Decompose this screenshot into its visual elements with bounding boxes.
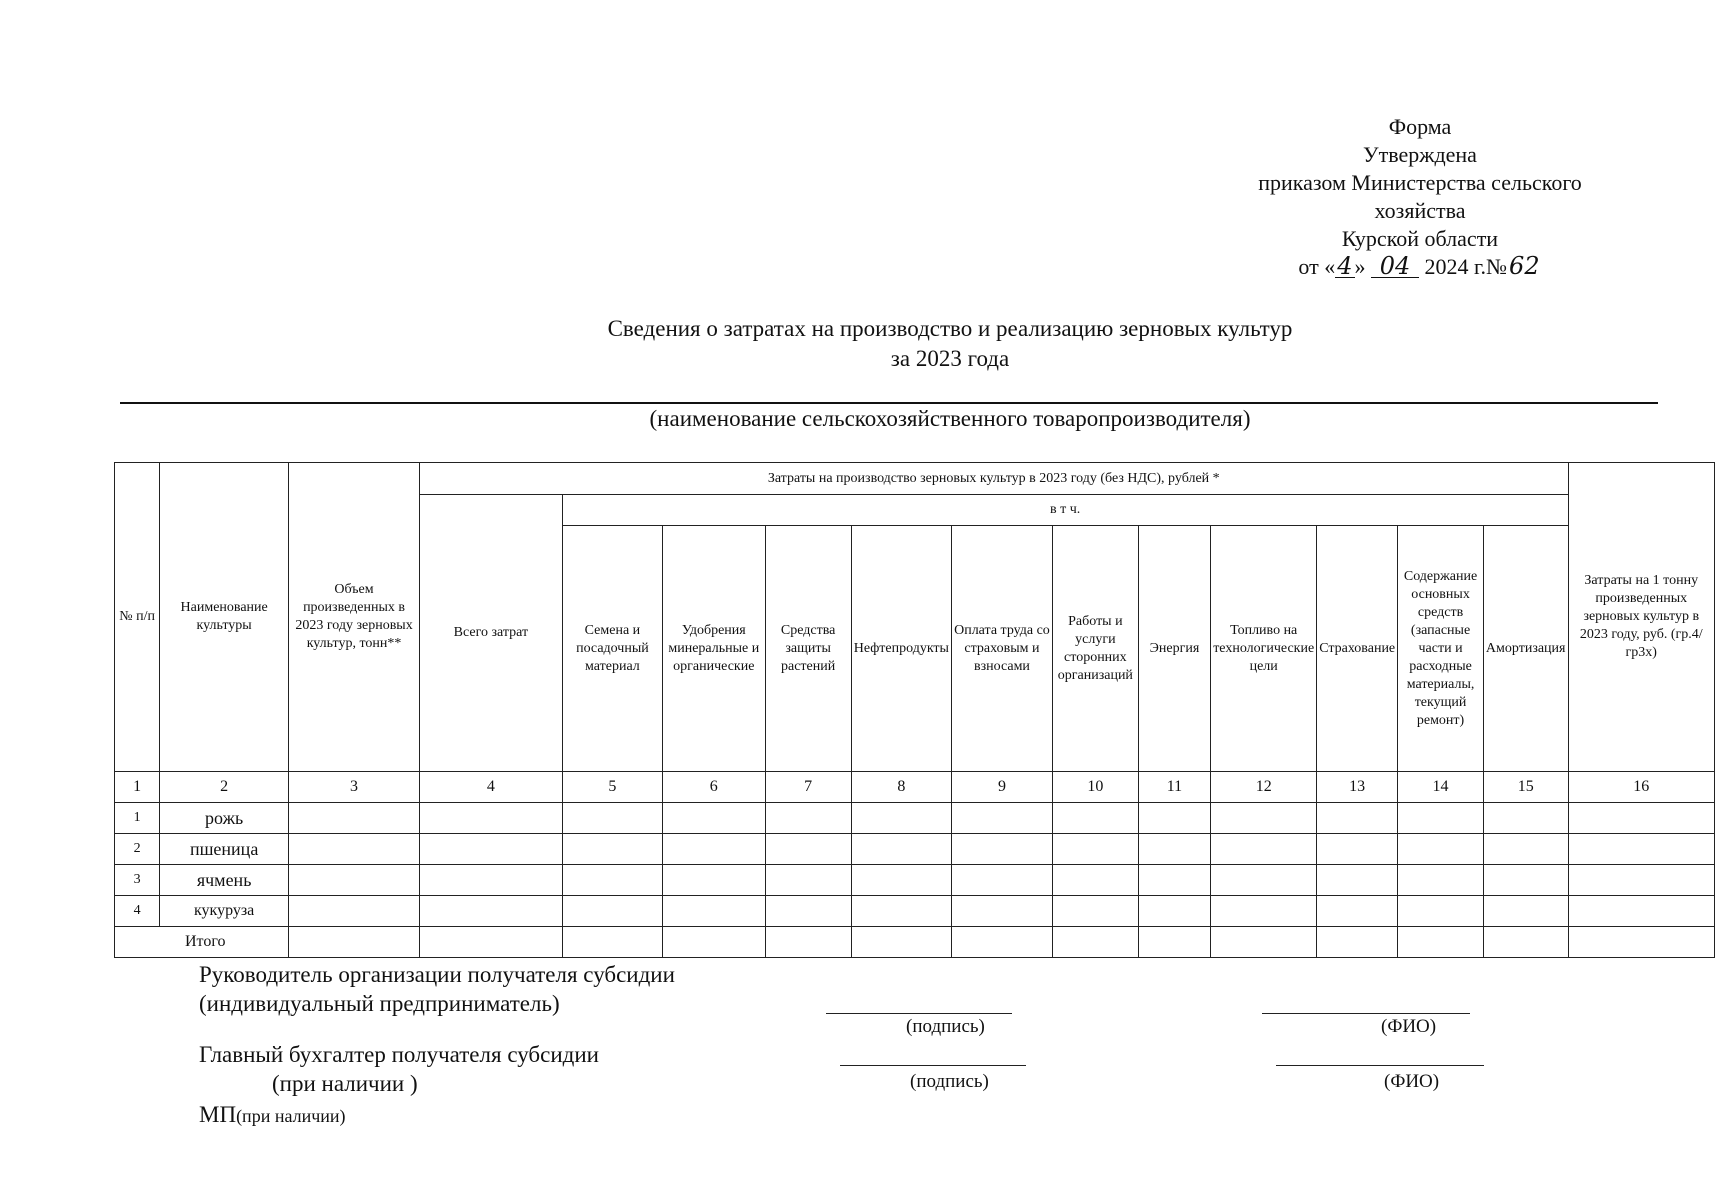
cell-input[interactable] xyxy=(562,834,662,865)
date-prefix: от « xyxy=(1298,254,1336,279)
cell-input[interactable] xyxy=(1052,896,1138,927)
cell-input[interactable] xyxy=(289,865,420,896)
form-label: Форма xyxy=(1388,114,1452,139)
col-number: 16 xyxy=(1568,772,1715,803)
handwritten-month: 04 xyxy=(1371,255,1419,278)
cell-input[interactable] xyxy=(1398,803,1484,834)
cell-input[interactable] xyxy=(1398,834,1484,865)
col-number: 1 xyxy=(115,772,160,803)
header-labor: Оплата труда со страховым и взносами xyxy=(951,526,1052,772)
cell-input[interactable] xyxy=(419,927,562,958)
title-line-2: за 2023 года xyxy=(890,346,1010,371)
header-depreciation: Амортизация xyxy=(1483,526,1568,772)
cell-input[interactable] xyxy=(951,834,1052,865)
col-number: 10 xyxy=(1052,772,1138,803)
cell-input[interactable] xyxy=(1317,896,1398,927)
approval-block xyxy=(1240,113,1600,281)
cell-input[interactable] xyxy=(1052,865,1138,896)
row-number: 3 xyxy=(115,865,160,896)
document-title xyxy=(400,314,1500,374)
cell-input[interactable] xyxy=(1138,803,1210,834)
approval-date-line xyxy=(1240,253,1600,281)
mp-note: (при наличии) xyxy=(236,1106,346,1126)
cell-input[interactable] xyxy=(951,803,1052,834)
cell-input[interactable] xyxy=(289,896,420,927)
col-number: 2 xyxy=(160,772,289,803)
cell-input[interactable] xyxy=(1398,896,1484,927)
cell-input[interactable] xyxy=(1483,896,1568,927)
header-num: № п/п xyxy=(115,463,160,772)
table-row xyxy=(115,834,1715,865)
col-number: 3 xyxy=(289,772,420,803)
cell-input[interactable] xyxy=(1211,927,1317,958)
total-label: Итого xyxy=(115,927,289,958)
cell-input[interactable] xyxy=(1138,896,1210,927)
head-fio-line[interactable] xyxy=(1262,1013,1470,1014)
cell-input[interactable] xyxy=(951,865,1052,896)
accountant-label-line-2: (при наличии ) xyxy=(272,1071,418,1096)
header-per-ton: Затраты на 1 тонну произведенных зерновых культур в 2023 году, руб. (гр.4/гр3х) xyxy=(1568,463,1715,772)
header-including: в т ч. xyxy=(562,495,1568,526)
cell-input[interactable] xyxy=(951,896,1052,927)
accountant-fio-line[interactable] xyxy=(1276,1065,1484,1066)
cell-input[interactable] xyxy=(1211,803,1317,834)
head-label-line-1: Руководитель организации получателя субсидии xyxy=(199,962,675,987)
header-oil-products: Нефтепродукты xyxy=(851,526,951,772)
head-signature-caption: (подпись) xyxy=(906,1016,985,1037)
cell-input[interactable] xyxy=(1483,865,1568,896)
cell-input[interactable] xyxy=(1483,834,1568,865)
region-label: Курской области xyxy=(1341,226,1499,251)
cell-input[interactable] xyxy=(663,896,765,927)
producer-caption: (наименование сельскохозяйственного товаропроизводителя) xyxy=(649,406,1251,431)
cell-input[interactable] xyxy=(1317,834,1398,865)
cell-input[interactable] xyxy=(663,927,765,958)
cell-input[interactable] xyxy=(419,803,562,834)
cell-input[interactable] xyxy=(1568,896,1715,927)
cell-input[interactable] xyxy=(1317,803,1398,834)
row-number: 1 xyxy=(115,803,160,834)
row-number: 2 xyxy=(115,834,160,865)
cell-input[interactable] xyxy=(1398,865,1484,896)
col-number: 13 xyxy=(1317,772,1398,803)
col-number: 7 xyxy=(765,772,851,803)
cell-input[interactable] xyxy=(1483,803,1568,834)
header-total: Всего затрат xyxy=(419,495,562,772)
approved-by-order-cont: хозяйства xyxy=(1374,198,1466,223)
cell-input[interactable] xyxy=(419,865,562,896)
cell-input[interactable] xyxy=(1568,865,1715,896)
cell-input[interactable] xyxy=(562,865,662,896)
cell-input[interactable] xyxy=(1138,927,1210,958)
cell-input[interactable] xyxy=(1211,834,1317,865)
handwritten-day: 4 xyxy=(1337,252,1353,280)
cell-input[interactable] xyxy=(289,803,420,834)
col-number: 11 xyxy=(1138,772,1210,803)
header-maintenance: Содержание основных средств (запасные части и расходные материалы, текущий ремонт) xyxy=(1398,526,1484,772)
cell-input[interactable] xyxy=(1317,865,1398,896)
col-number: 8 xyxy=(851,772,951,803)
title-line-1: Сведения о затратах на производство и реализацию зерновых культур xyxy=(607,316,1293,341)
cell-input[interactable] xyxy=(1568,803,1715,834)
cell-input[interactable] xyxy=(419,834,562,865)
cell-input[interactable] xyxy=(663,803,765,834)
date-quote: » xyxy=(1354,254,1366,279)
cell-input[interactable] xyxy=(562,896,662,927)
date-year: 2024 г.№ xyxy=(1424,254,1508,279)
crop-name: кукуруза xyxy=(160,896,289,927)
crop-name: пшеница xyxy=(160,834,289,865)
col-number: 5 xyxy=(562,772,662,803)
cell-input[interactable] xyxy=(765,896,851,927)
approved-by-order: приказом Министерства сельского xyxy=(1258,170,1582,195)
row-number: 4 xyxy=(115,896,160,927)
header-energy: Энергия xyxy=(1138,526,1210,772)
cell-input[interactable] xyxy=(851,803,951,834)
cell-input[interactable] xyxy=(851,927,951,958)
col-number: 15 xyxy=(1483,772,1568,803)
head-signature-line[interactable] xyxy=(826,1013,1012,1014)
header-fuel: Топливо на технологические цели xyxy=(1211,526,1317,772)
total-row xyxy=(115,927,1715,958)
handwritten-order-number: 62 xyxy=(1509,252,1540,280)
header-third-party-services: Работы и услуги сторонних организаций xyxy=(1052,526,1138,772)
cell-input[interactable] xyxy=(851,896,951,927)
cell-input[interactable] xyxy=(289,927,420,958)
cell-input[interactable] xyxy=(1483,927,1568,958)
cell-input[interactable] xyxy=(1398,927,1484,958)
crop-name: ячмень xyxy=(160,865,289,896)
column-numbers-row xyxy=(115,772,1715,803)
head-label-line-2: (индивидуальный предприниматель) xyxy=(199,991,560,1016)
head-fio-caption: (ФИО) xyxy=(1381,1016,1437,1037)
col-number: 14 xyxy=(1398,772,1484,803)
table-row xyxy=(115,803,1715,834)
col-number: 12 xyxy=(1211,772,1317,803)
cell-input[interactable] xyxy=(1568,834,1715,865)
header-seeds: Семена и посадочный материал xyxy=(562,526,662,772)
header-crop: Наименование культуры xyxy=(160,463,289,772)
producer-name-line xyxy=(120,402,1658,404)
cell-input[interactable] xyxy=(1138,865,1210,896)
col-number: 9 xyxy=(951,772,1052,803)
header-costs-group: Затраты на производство зерновых культур в 2023 году (без НДС), рублей * xyxy=(419,463,1568,495)
accountant-fio-caption: (ФИО) xyxy=(1384,1071,1440,1092)
accountant-label-line-1: Главный бухгалтер получателя субсидии xyxy=(199,1042,599,1067)
accountant-signature-line[interactable] xyxy=(840,1065,1026,1066)
table-row xyxy=(115,896,1715,927)
cell-input[interactable] xyxy=(663,834,765,865)
crop-name: рожь xyxy=(160,803,289,834)
cell-input[interactable] xyxy=(765,927,851,958)
cell-input[interactable] xyxy=(851,834,951,865)
header-plant-protection: Средства защиты растений xyxy=(765,526,851,772)
col-number: 6 xyxy=(663,772,765,803)
cell-input[interactable] xyxy=(765,865,851,896)
cell-input[interactable] xyxy=(851,865,951,896)
accountant-signature-caption: (подпись) xyxy=(910,1071,989,1092)
header-fertilizers: Удобрения минеральные и органические xyxy=(663,526,765,772)
mp-text: МП xyxy=(199,1102,237,1127)
header-volume: Объем произведенных в 2023 году зерновых культур, тонн** xyxy=(289,463,420,772)
cell-input[interactable] xyxy=(419,896,562,927)
header-insurance: Страхование xyxy=(1317,526,1398,772)
cell-input[interactable] xyxy=(1568,927,1715,958)
cell-input[interactable] xyxy=(1317,927,1398,958)
cell-input[interactable] xyxy=(289,834,420,865)
cell-input[interactable] xyxy=(951,927,1052,958)
col-number: 4 xyxy=(419,772,562,803)
cell-input[interactable] xyxy=(1052,834,1138,865)
cell-input[interactable] xyxy=(1211,865,1317,896)
cell-input[interactable] xyxy=(1138,834,1210,865)
cell-input[interactable] xyxy=(1052,803,1138,834)
cell-input[interactable] xyxy=(663,865,765,896)
mp-label xyxy=(199,1100,346,1131)
table-row xyxy=(115,865,1715,896)
cell-input[interactable] xyxy=(1211,896,1317,927)
cell-input[interactable] xyxy=(562,927,662,958)
cell-input[interactable] xyxy=(1052,927,1138,958)
approved-label: Утверждена xyxy=(1363,142,1477,167)
cell-input[interactable] xyxy=(765,834,851,865)
cell-input[interactable] xyxy=(562,803,662,834)
costs-table xyxy=(114,462,1715,958)
cell-input[interactable] xyxy=(765,803,851,834)
